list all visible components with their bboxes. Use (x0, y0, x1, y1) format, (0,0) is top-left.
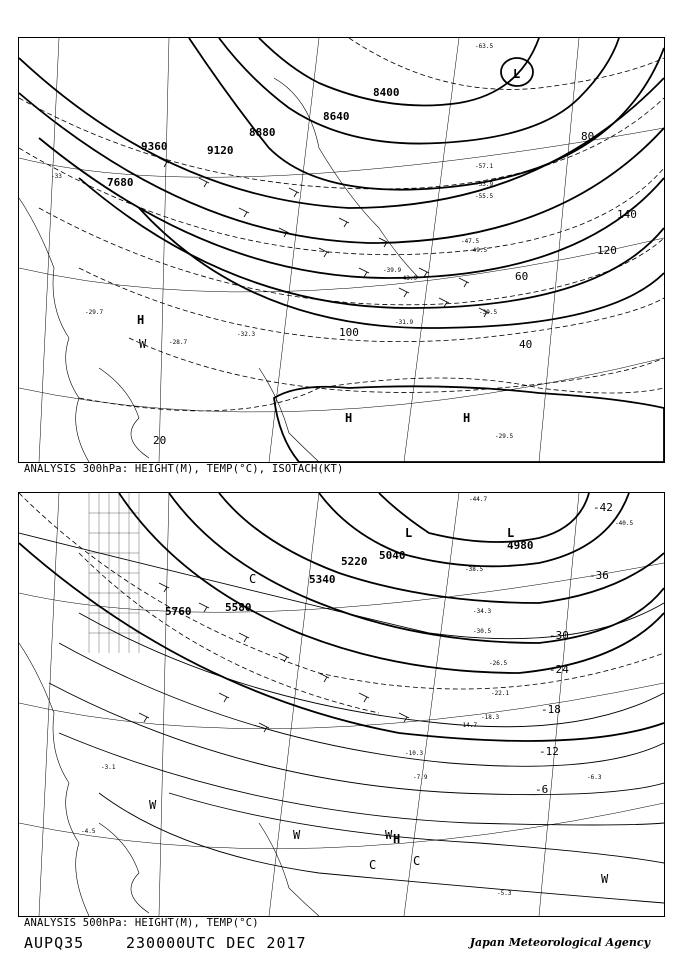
low-center-marker: L (507, 526, 515, 540)
cold-center-marker: C (413, 854, 421, 868)
station-temp: -47.5 (461, 238, 480, 245)
warm-center-marker: W (139, 337, 147, 351)
warm-center-marker: W (385, 828, 393, 842)
agency-credit: Japan Meteorological Agency (469, 936, 650, 949)
station-temp: -44.7 (469, 496, 488, 503)
isotach-label: 40 (519, 338, 533, 351)
station-temp: -18.3 (481, 714, 500, 721)
isotach-label: 120 (597, 244, 617, 257)
station-temp: -38.5 (465, 566, 484, 573)
temp-label: -12 (539, 745, 559, 758)
isotach-label: 60 (515, 270, 529, 283)
height-label: 5040 (379, 549, 406, 562)
station-temp: -3.1 (101, 764, 116, 771)
station-temp: -7.9 (413, 774, 428, 781)
wind-barbs (159, 158, 489, 317)
height-label: 5580 (225, 601, 252, 614)
isotach-label: 20 (153, 434, 167, 447)
chart-code: AUPQ35 (24, 934, 85, 952)
map-300hpa-svg (19, 38, 664, 462)
isotach-label: 140 (617, 208, 637, 221)
height-label: 8880 (249, 126, 276, 139)
temp-label: -42 (593, 501, 613, 514)
panel-caption-300hpa: ANALYSIS 300hPa: HEIGHT(M), TEMP(°C), ISOTACH(KT) (24, 463, 344, 475)
height-label: 9360 (141, 140, 168, 153)
height-label: 5760 (165, 605, 192, 618)
station-temp: -33 (51, 173, 62, 180)
cold-center-marker: C (369, 858, 377, 872)
hatched-area (89, 493, 139, 653)
station-temp: -28.7 (169, 339, 188, 346)
coastlines (19, 78, 419, 462)
high-center-marker: H (393, 832, 401, 846)
panel-caption-500hpa: ANALYSIS 500hPa: HEIGHT(M), TEMP(°C) (24, 917, 259, 929)
valid-time: 230000UTC DEC 2017 (126, 934, 307, 952)
warm-center-marker: W (149, 798, 157, 812)
station-temp: -57.1 (475, 163, 494, 170)
height-label: 4980 (507, 539, 534, 552)
station-temp: -4.5 (81, 828, 96, 835)
station-temp: -14.7 (459, 722, 478, 729)
height-label: 8400 (373, 86, 400, 99)
isotherms (19, 533, 664, 903)
warm-center-marker: W (601, 872, 609, 886)
station-temp: -63.5 (475, 43, 494, 50)
station-temp: -40.5 (615, 520, 634, 527)
station-temp: -32.3 (237, 331, 256, 338)
station-temp: -39.9 (383, 267, 402, 274)
height-label-group (165, 539, 534, 618)
height-label: 5220 (341, 555, 368, 568)
station-temp: -39.5 (479, 309, 498, 316)
isotach-label: 100 (339, 326, 359, 339)
high-center-marker: H (345, 411, 353, 425)
low-center-marker: L (405, 526, 413, 540)
station-temp: -29.7 (85, 309, 104, 316)
temp-label: -36 (589, 569, 609, 582)
low-center-marker: L (513, 67, 521, 81)
warm-center-marker: W (293, 828, 301, 842)
height-label: 5340 (309, 573, 336, 586)
height-label: 9120 (207, 144, 234, 157)
station-temp: -34.3 (473, 608, 492, 615)
station-temp: -30.5 (473, 628, 492, 635)
high-center-marker: H (463, 411, 471, 425)
station-temp: -43.9 (399, 275, 418, 282)
height-contours (19, 38, 664, 462)
map-panel-500hpa (18, 492, 665, 917)
station-temp: -5.3 (497, 890, 512, 897)
station-temp: -55.5 (475, 193, 494, 200)
temp-label: -30 (549, 629, 569, 642)
map-panel-300hpa (18, 37, 665, 463)
high-center-marker: H (137, 313, 145, 327)
station-temp: -26.5 (489, 660, 508, 667)
temp-label: -18 (541, 703, 561, 716)
graticule (19, 38, 664, 462)
temp-label: -6 (535, 783, 549, 796)
height-label: 7680 (107, 176, 134, 189)
cold-center-marker: C (249, 572, 257, 586)
station-temp: -22.1 (491, 690, 510, 697)
height-label: 8640 (323, 110, 350, 123)
station-temp: -29.5 (495, 433, 514, 440)
height-label-group (107, 86, 400, 189)
station-temp: -31.9 (395, 319, 414, 326)
station-temp: -53.9 (475, 181, 494, 188)
station-temp: -49.5 (469, 247, 488, 254)
temp-label: -24 (549, 663, 569, 676)
isotach-label: 80 (581, 130, 595, 143)
isotherms (19, 38, 664, 411)
station-temp: -10.3 (405, 750, 424, 757)
pressure-center-group (149, 526, 609, 886)
station-temp: -6.3 (587, 774, 602, 781)
map-500hpa-svg (19, 493, 664, 916)
